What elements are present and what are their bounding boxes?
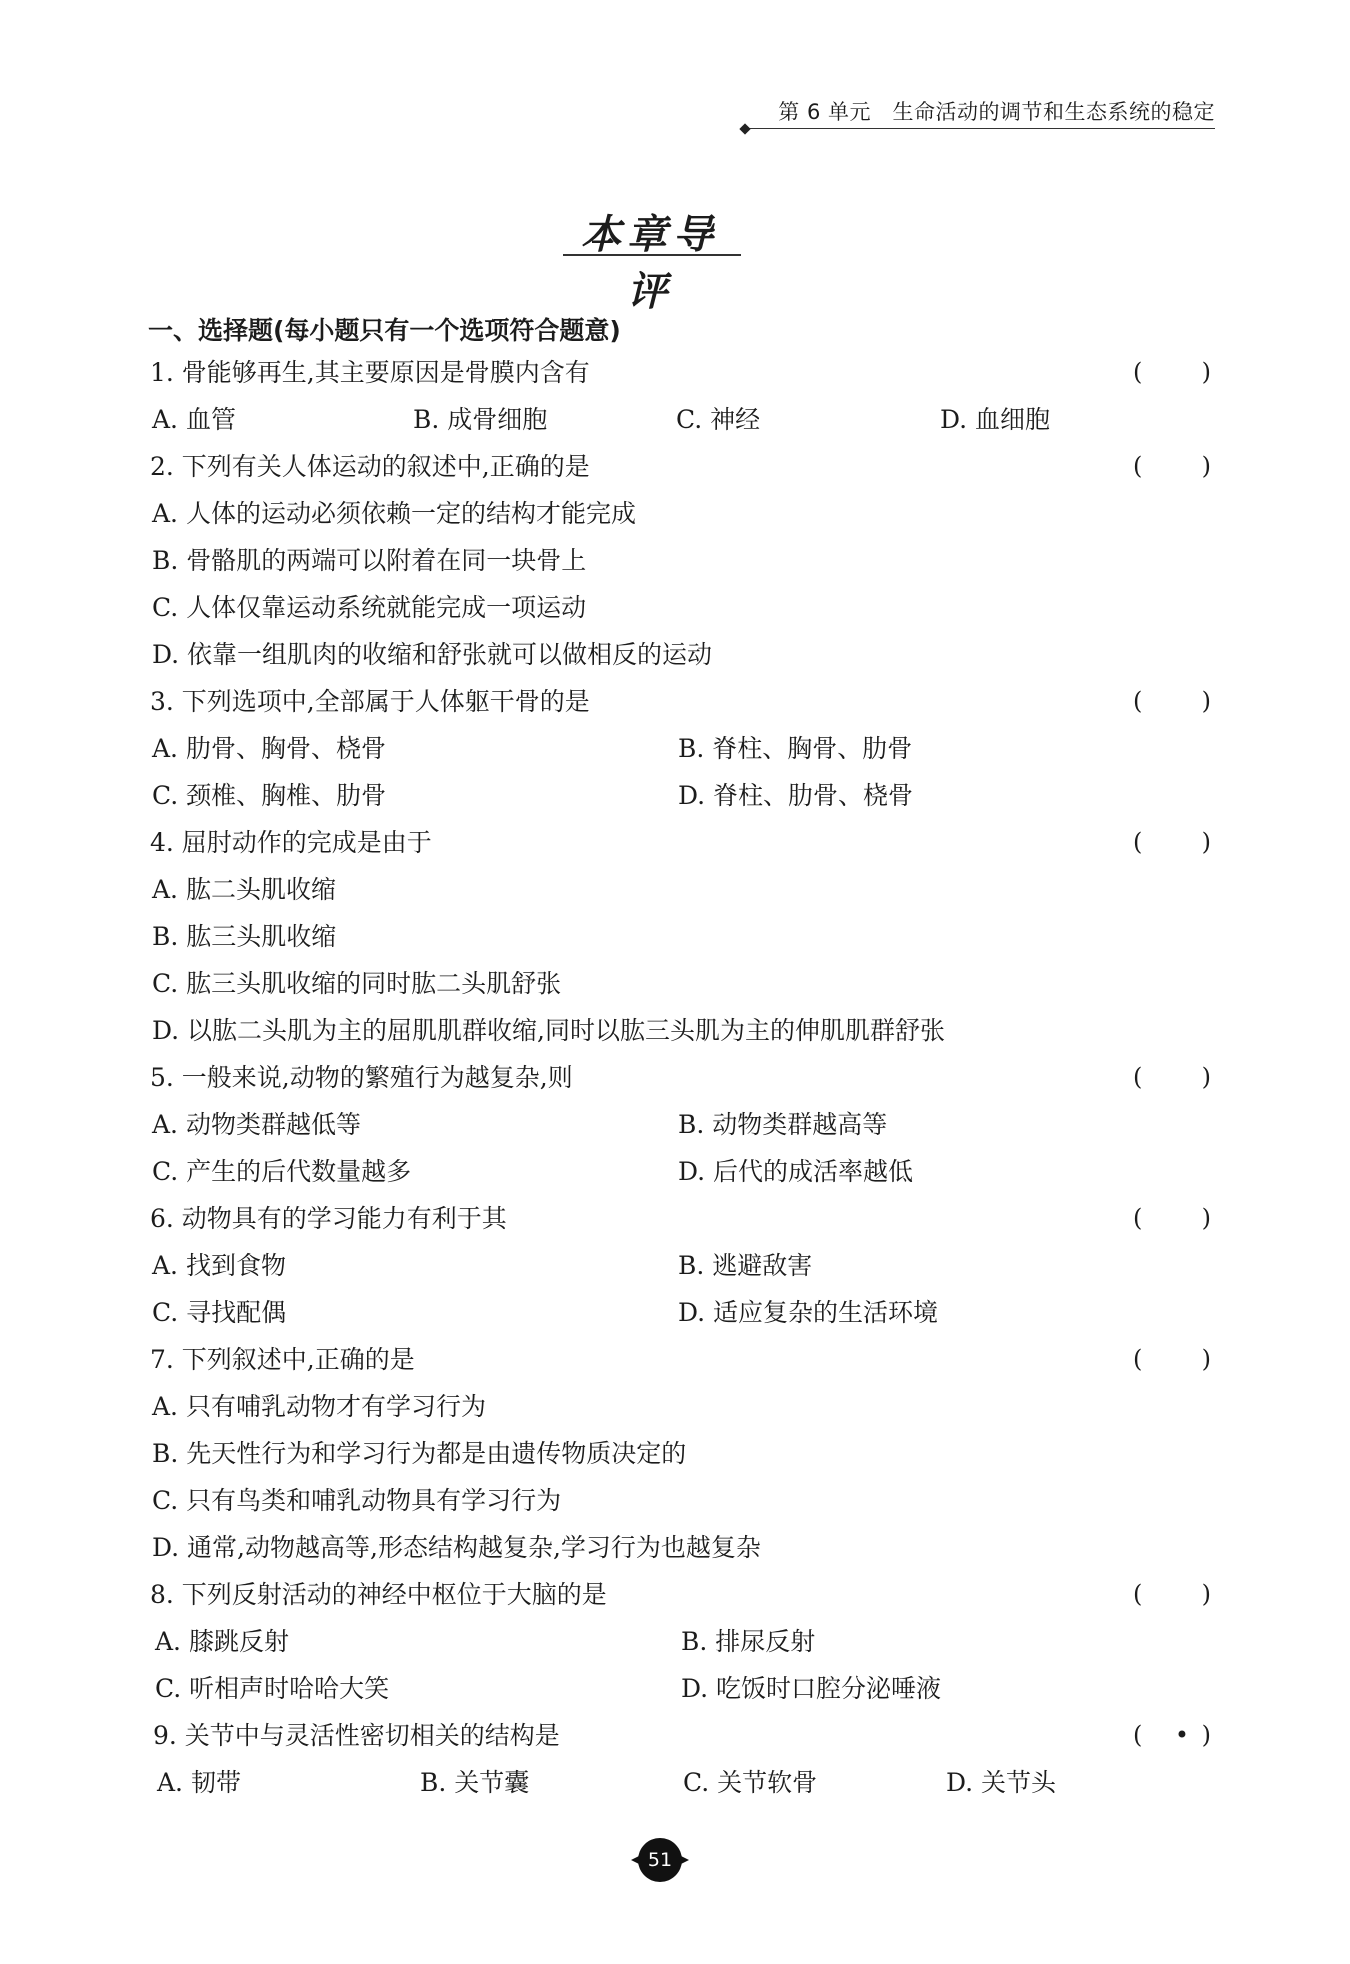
q9-option-d: D. 关节头 xyxy=(946,1768,1057,1797)
paren-open: ( xyxy=(1133,358,1143,386)
q2-option-a: A. 人体的运动必须依赖一定的结构才能完成 xyxy=(152,499,636,528)
paren-close: ) xyxy=(1201,1204,1211,1232)
answer-blank-1[interactable] xyxy=(1133,358,1211,386)
q9-option-a: A. 韧带 xyxy=(157,1768,241,1797)
q4-option-d: D. 以肱二头肌为主的屈肌肌群收缩,同时以肱三头肌为主的伸肌肌群舒张 xyxy=(152,1016,945,1045)
q5-option-c: C. 产生的后代数量越多 xyxy=(152,1157,412,1186)
answer-blank-5[interactable] xyxy=(1133,1063,1211,1091)
q5-option-d: D. 后代的成活率越低 xyxy=(678,1157,914,1186)
section-heading: 一、选择题(每小题只有一个选项符合题意) xyxy=(148,316,621,345)
q8-option-c: C. 听相声时哈哈大笑 xyxy=(155,1674,390,1703)
paren-open: ( xyxy=(1133,1580,1143,1608)
paren-open: ( xyxy=(1133,828,1143,856)
q3-option-b: B. 脊柱、胸骨、肋骨 xyxy=(678,734,913,763)
answer-blank-7[interactable] xyxy=(1133,1345,1211,1373)
paren-open: ( xyxy=(1133,452,1143,480)
q3-option-c: C. 颈椎、胸椎、肋骨 xyxy=(152,781,387,810)
paren-open: ( xyxy=(1133,1063,1143,1091)
question-1-stem: 1. 骨能够再生,其主要原因是骨膜内含有 xyxy=(150,358,590,387)
q1-option-b: B. 成骨细胞 xyxy=(413,405,548,434)
q5-option-a: A. 动物类群越低等 xyxy=(152,1110,361,1139)
paren-close: ) xyxy=(1201,358,1211,386)
q1-option-a: A. 血管 xyxy=(152,405,236,434)
q4-option-c: C. 肱三头肌收缩的同时肱二头肌舒张 xyxy=(152,969,562,998)
question-9-stem: 9. 关节中与灵活性密切相关的结构是 xyxy=(153,1721,560,1750)
q7-option-c: C. 只有鸟类和哺乳动物具有学习行为 xyxy=(152,1486,562,1515)
q4-option-b: B. 肱三头肌收缩 xyxy=(152,922,337,951)
paren-close: ) xyxy=(1201,687,1211,715)
q3-option-a: A. 肋骨、胸骨、桡骨 xyxy=(152,734,386,763)
q5-option-b: B. 动物类群越高等 xyxy=(678,1110,888,1139)
paren-close: ) xyxy=(1201,1580,1211,1608)
q4-option-a: A. 肱二头肌收缩 xyxy=(152,875,336,904)
header-text: 第 6 单元 生命活动的调节和生态系统的稳定 xyxy=(778,100,1215,124)
answer-blank-2[interactable] xyxy=(1133,452,1211,480)
answer-mark: • xyxy=(1174,1721,1190,1749)
q8-option-a: A. 膝跳反射 xyxy=(155,1627,289,1656)
q7-option-d: D. 通常,动物越高等,形态结构越复杂,学习行为也越复杂 xyxy=(152,1533,761,1562)
paren-open: ( xyxy=(1133,1204,1143,1232)
answer-blank-8[interactable] xyxy=(1133,1580,1211,1608)
q7-option-b: B. 先天性行为和学习行为都是由遗传物质决定的 xyxy=(152,1439,687,1468)
q9-option-c: C. 关节软骨 xyxy=(683,1768,818,1797)
running-header xyxy=(745,94,1215,129)
paren-close: ) xyxy=(1201,1721,1211,1749)
question-8-stem: 8. 下列反射活动的神经中枢位于大脑的是 xyxy=(150,1580,607,1609)
page-title: 本章导评 xyxy=(581,211,719,315)
paren-close: ) xyxy=(1201,1063,1211,1091)
q6-option-a: A. 找到食物 xyxy=(152,1251,286,1280)
answer-blank-4[interactable] xyxy=(1133,828,1211,856)
paren-close: ) xyxy=(1201,1345,1211,1373)
q2-option-b: B. 骨骼肌的两端可以附着在同一块骨上 xyxy=(152,546,587,575)
paren-open: ( xyxy=(1133,1721,1143,1749)
question-2-stem: 2. 下列有关人体运动的叙述中,正确的是 xyxy=(150,452,590,481)
q7-option-a: A. 只有哺乳动物才有学习行为 xyxy=(152,1392,486,1421)
q2-option-d: D. 依靠一组肌肉的收缩和舒张就可以做相反的运动 xyxy=(152,640,713,669)
answer-blank-3[interactable] xyxy=(1133,687,1211,715)
answer-blank-6[interactable] xyxy=(1133,1204,1211,1232)
q1-option-d: D. 血细胞 xyxy=(940,405,1051,434)
diamond-bullet-icon xyxy=(739,123,750,134)
paren-close: ) xyxy=(1201,452,1211,480)
q8-option-d: D. 吃饭时口腔分泌唾液 xyxy=(681,1674,942,1703)
paren-open: ( xyxy=(1133,1345,1143,1373)
q6-option-c: C. 寻找配偶 xyxy=(152,1298,287,1327)
paren-close: ) xyxy=(1201,828,1211,856)
answer-blank-9[interactable] xyxy=(1133,1721,1211,1749)
question-4-stem: 4. 屈肘动作的完成是由于 xyxy=(150,828,432,857)
question-7-stem: 7. 下列叙述中,正确的是 xyxy=(150,1345,415,1374)
q6-option-b: B. 逃避敌害 xyxy=(678,1251,813,1280)
q8-option-b: B. 排尿反射 xyxy=(681,1627,816,1656)
q9-option-b: B. 关节囊 xyxy=(420,1768,530,1797)
q3-option-d: D. 脊柱、肋骨、桡骨 xyxy=(678,781,914,810)
question-6-stem: 6. 动物具有的学习能力有利于其 xyxy=(150,1204,507,1233)
page-number-badge: 51 xyxy=(638,1838,682,1882)
q6-option-d: D. 适应复杂的生活环境 xyxy=(678,1298,939,1327)
paren-open: ( xyxy=(1133,687,1143,715)
question-5-stem: 5. 一般来说,动物的繁殖行为越复杂,则 xyxy=(150,1063,573,1092)
q2-option-c: C. 人体仅靠运动系统就能完成一项运动 xyxy=(152,593,587,622)
title-underline xyxy=(563,254,741,256)
q1-option-c: C. 神经 xyxy=(676,405,761,434)
question-3-stem: 3. 下列选项中,全部属于人体躯干骨的是 xyxy=(150,687,590,716)
